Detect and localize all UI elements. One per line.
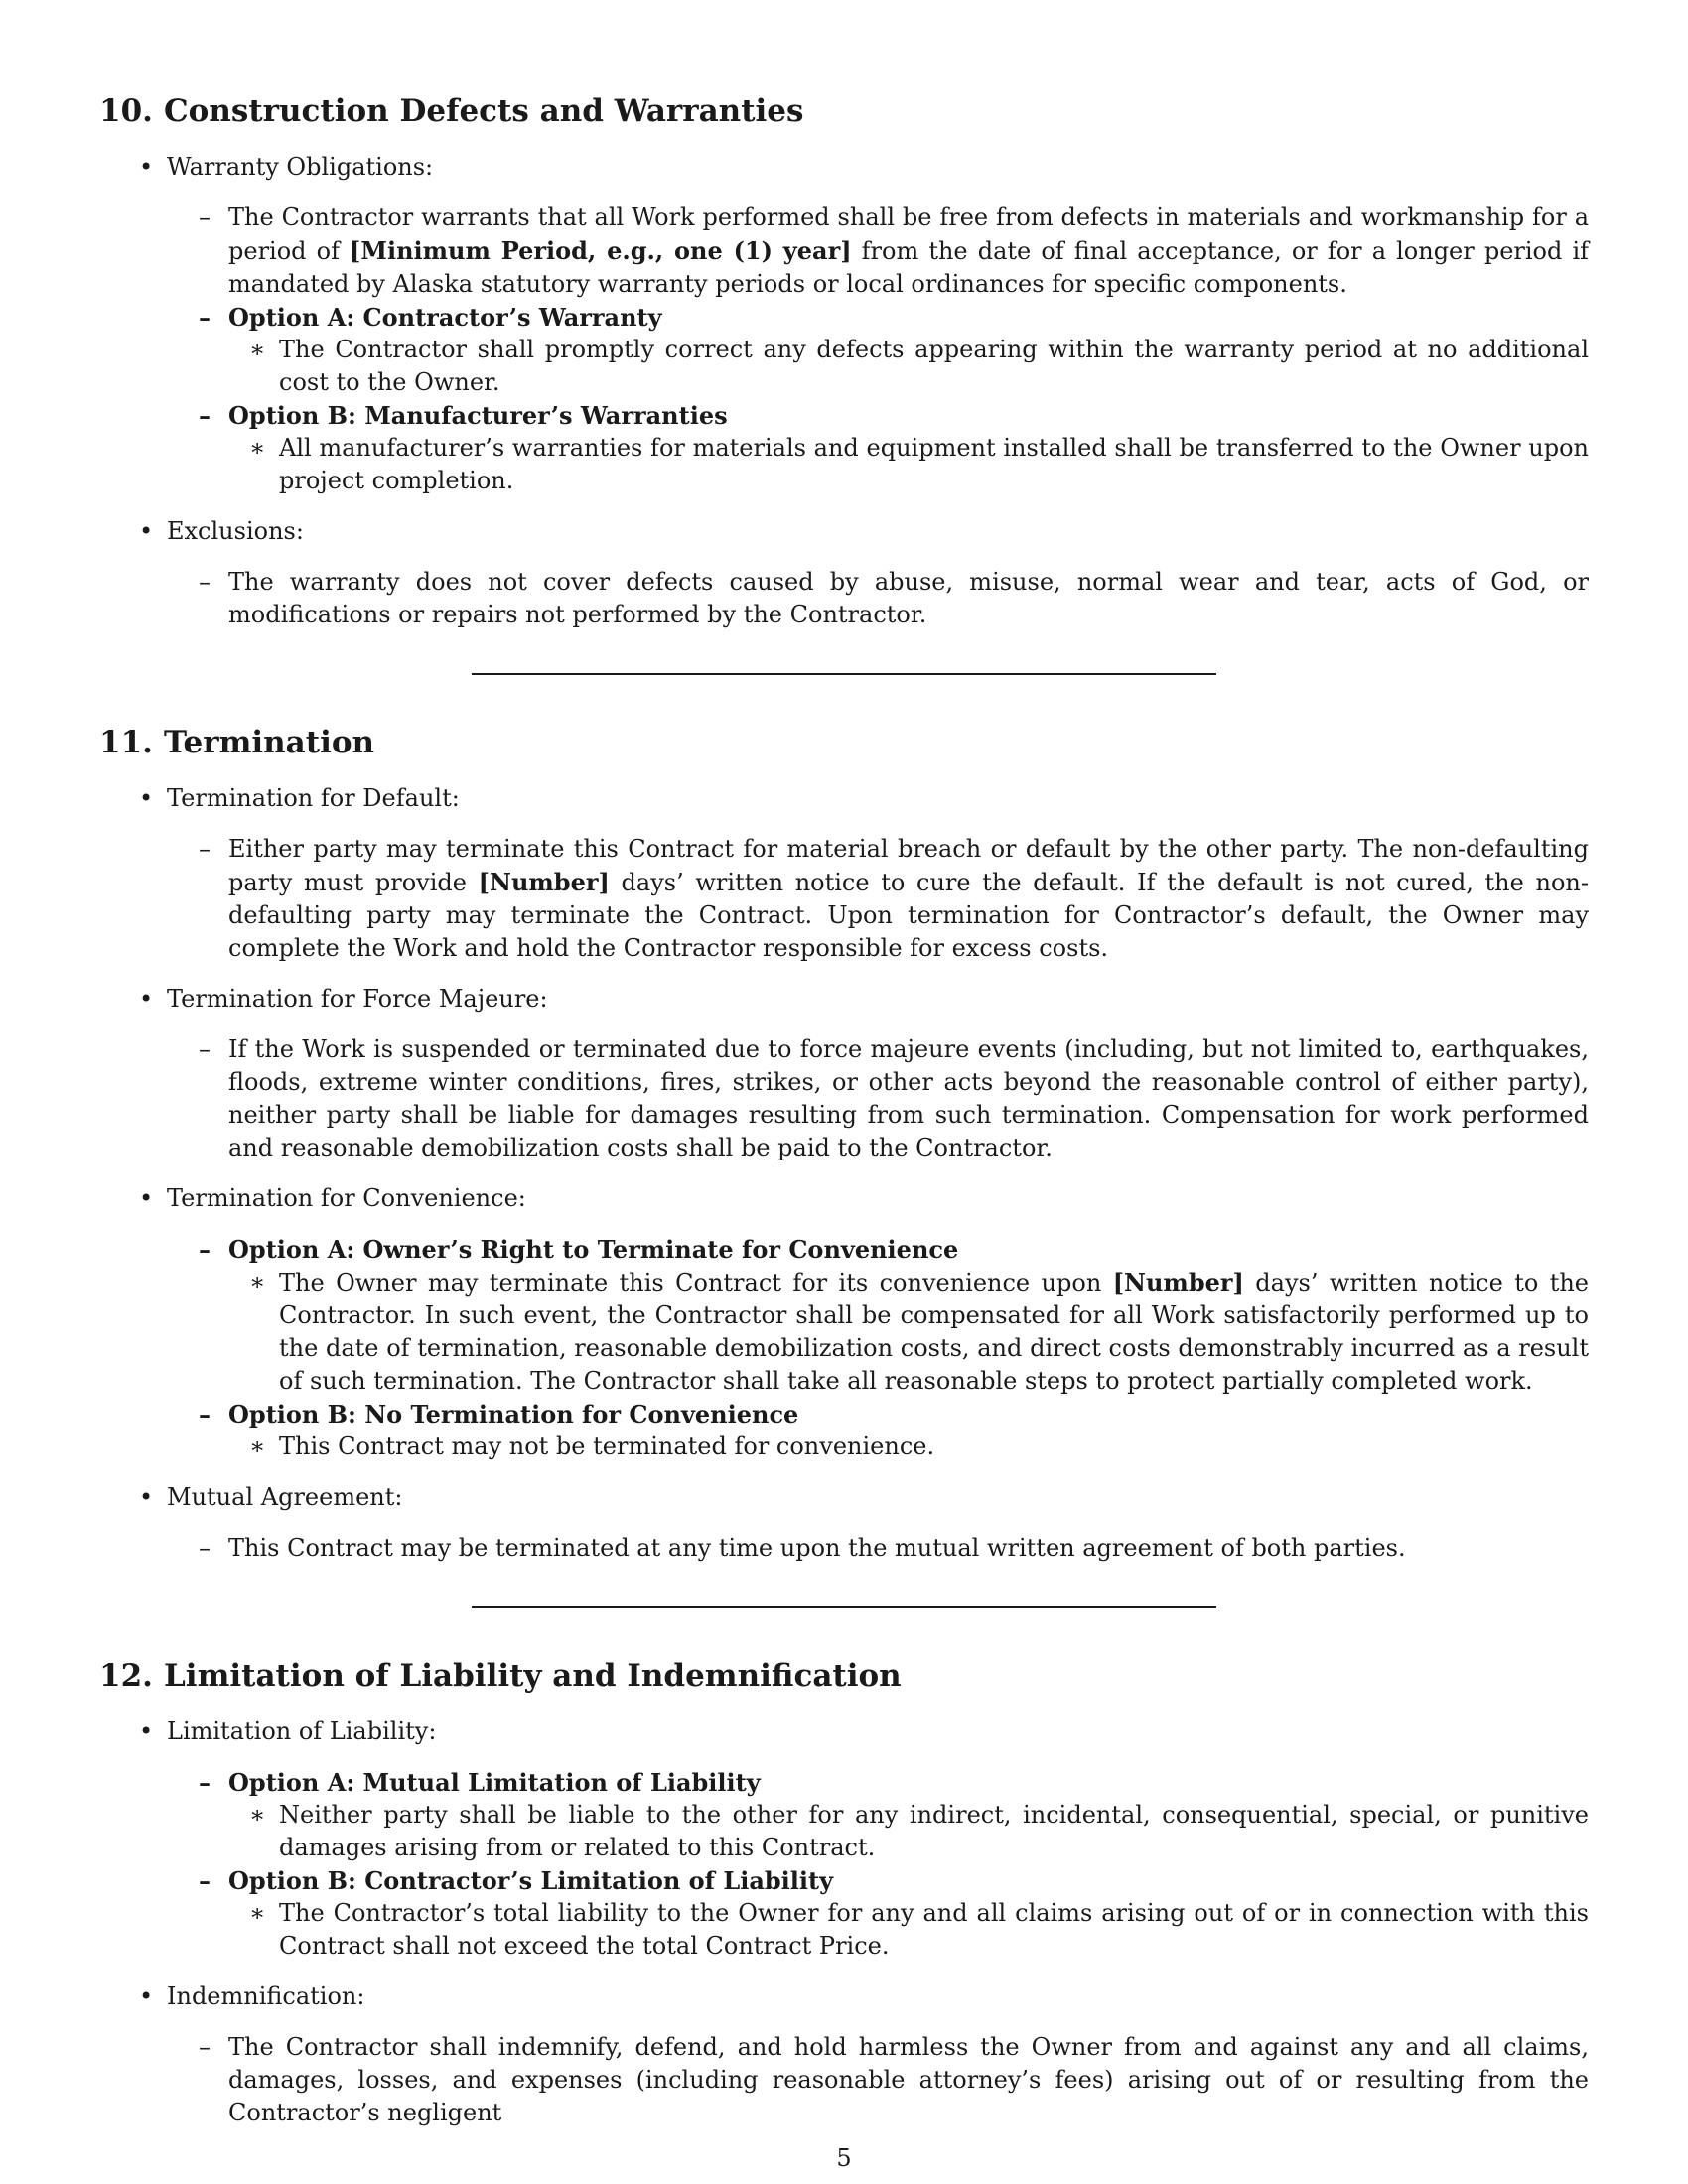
section-title: Limitation of Liability and Indemnification xyxy=(164,1658,902,1694)
option-text: ∗ All manufacturer’s warranties for materials and equipment installed shall be transferred to the Owner upon project completion. xyxy=(279,432,1589,497)
list-item xyxy=(99,515,1589,631)
option-title: – Option B: Manufacturer’s Warranties xyxy=(228,399,1589,432)
item-label: • Warranty Obligations: xyxy=(167,151,1589,184)
item-label: • Indemnification: xyxy=(167,1980,1589,2013)
sub-item: – Either party may terminate this Contract for material breach or default by the other party. The non-defaulting party must provide [Number] days’ written notice to cure the default. If the default is not cured, the non-defaulting party may terminate the Contract. Upon termination for Contractor’s default, the Owner may complete the Work and hold the Contractor responsible for excess costs. xyxy=(228,833,1589,965)
list-item xyxy=(99,983,1589,1164)
option-title: – Option A: Mutual Limitation of Liability xyxy=(228,1766,1589,1799)
item-label: • Termination for Default: xyxy=(167,782,1589,815)
list-item xyxy=(99,1182,1589,1463)
sub-item: – The Contractor shall indemnify, defend, and hold harmless the Owner from and against any and all claims, damages, losses, and expenses (including reasonable attorney’s fees) arising out of or resulting from the Contractor’s negligent xyxy=(228,2031,1589,2129)
option-title: – Option A: Owner’s Right to Terminate for Convenience xyxy=(228,1233,1589,1266)
document-page xyxy=(99,91,1589,2147)
sub-item: – The warranty does not cover defects caused by abuse, misuse, normal wear and tear, acts of God, or modifications or repairs not performed by the Contractor. xyxy=(228,566,1589,631)
list-item xyxy=(99,1715,1589,1963)
section-title: Termination xyxy=(164,725,375,760)
section-divider xyxy=(472,1606,1216,1608)
option-title: – Option B: Contractor’s Limitation of Liability xyxy=(228,1864,1589,1897)
option-text: ∗ Neither party shall be liable to the other for any indirect, incidental, consequential, special, or punitive damages arising from or related to this Contract. xyxy=(279,1799,1589,1864)
section-11 xyxy=(99,723,1589,1565)
page-number: 5 xyxy=(836,2144,852,2172)
option-text: ∗ The Contractor shall promptly correct any defects appearing within the warranty period at no additional cost to the Owner. xyxy=(279,334,1589,399)
section-heading xyxy=(99,91,1589,131)
item-label: • Termination for Force Majeure: xyxy=(167,983,1589,1016)
list-item xyxy=(99,1980,1589,2129)
option-text: ∗ The Owner may terminate this Contract for its convenience upon [Number] days’ written notice to the Contractor. In such event, the Contractor shall be compensated for all Work satisfactorily performed up to the date of termination, reasonable demobilization costs, and direct costs demonstrably incurred as a result of such termination. The Contractor shall take all reasonable steps to protect partially completed work. xyxy=(279,1266,1589,1398)
option-title: – Option B: No Termination for Convenience xyxy=(228,1398,1589,1431)
section-divider xyxy=(472,673,1216,675)
section-10 xyxy=(99,91,1589,631)
section-heading xyxy=(99,723,1589,762)
list-item xyxy=(99,151,1589,497)
option-text: ∗ The Contractor’s total liability to the Owner for any and all claims arising out of or in connection with this Contract shall not exceed the total Contract Price. xyxy=(279,1897,1589,1963)
option-text: ∗ This Contract may not be terminated for convenience. xyxy=(279,1431,1589,1463)
section-heading xyxy=(99,1656,1589,1696)
sub-item: – The Contractor warrants that all Work performed shall be free from defects in materials and workmanship for a period of [Minimum Period, e.g., one (1) year] from the date of final acceptance, or for a longer period if mandated by Alaska statutory warranty periods or local ordinances for specific components. xyxy=(228,202,1589,301)
sub-item: – This Contract may be terminated at any time upon the mutual written agreement of both parties. xyxy=(228,1532,1589,1565)
item-label: • Termination for Convenience: xyxy=(167,1182,1589,1215)
list-item xyxy=(99,1481,1589,1565)
item-label: • Limitation of Liability: xyxy=(167,1715,1589,1748)
section-title: Construction Defects and Warranties xyxy=(164,93,804,129)
option-title: – Option A: Contractor’s Warranty xyxy=(228,301,1589,334)
section-12 xyxy=(99,1656,1589,2129)
section-number: 10. xyxy=(99,93,153,129)
item-label: • Mutual Agreement: xyxy=(167,1481,1589,1514)
sub-item: – If the Work is suspended or terminated due to force majeure events (including, but not limited to, earthquakes, floods, extreme winter conditions, fires, strikes, or other acts beyond the reasonable control of either party), neither party shall be liable for damages resulting from such termination. Compensation for work performed and reasonable demobilization costs shall be paid to the Contractor. xyxy=(228,1033,1589,1164)
section-number: 11. xyxy=(99,725,153,760)
section-number: 12. xyxy=(99,1658,153,1694)
item-label: • Exclusions: xyxy=(167,515,1589,548)
list-item xyxy=(99,782,1589,965)
